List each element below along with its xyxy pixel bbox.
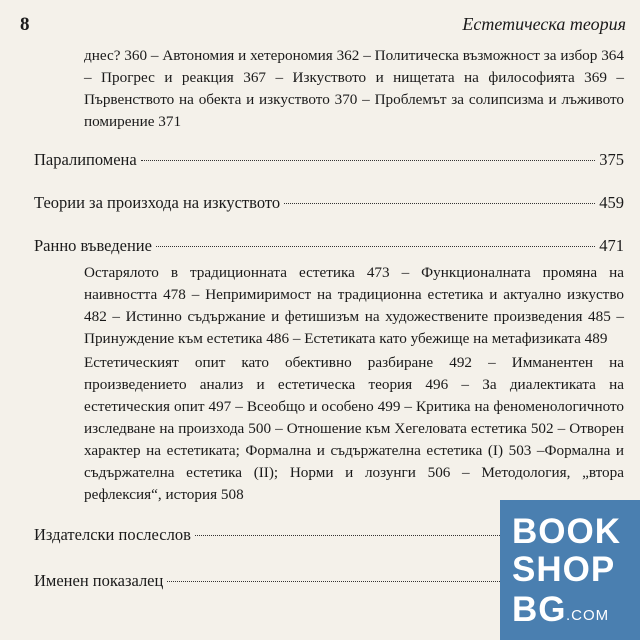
leader-dots xyxy=(156,246,595,247)
logo-text: .COM xyxy=(566,607,610,624)
toc-entry-title: Издателски послеслов xyxy=(34,525,191,544)
logo-text: SHOP xyxy=(512,550,616,589)
toc-entry-title: Именен показалец xyxy=(34,571,164,590)
early-intro-paragraph-2: Естетическият опит като обективно разбиране 492 – Имманентен на произведението анализ и естетическа теория 496 – За диалектиката на естетическия опит 497 – Всеобщо и особено 499 – Критика на феноменологичното изследване на произхода 500 – Отношение към Хегеловата естетика 502 – Отворен характер на естетиката; Формална и съдържателна естетика (I) 503 –Формална и съдържателна естетика (II); Норми и лозунги 506 – Методология, „втора рефлексия“, история 508 xyxy=(84,354,624,503)
toc-entry-title: Паралипомена xyxy=(34,150,137,169)
toc-entry-paralipomena xyxy=(34,150,624,174)
toc-entry-title: Теории за произхода на изкуството xyxy=(34,193,281,212)
page-number: 8 xyxy=(20,14,30,35)
bookshop-watermark-logo xyxy=(500,500,640,640)
toc-entry-page: 375 xyxy=(599,150,624,169)
logo-text: BG xyxy=(512,590,567,629)
running-title: Естетическа теория xyxy=(462,14,626,34)
leader-dots xyxy=(284,203,595,204)
toc-entry-title: Ранно въведение xyxy=(34,236,152,255)
toc-entry-page: 459 xyxy=(599,193,624,212)
early-intro-paragraph-1: Остарялото в традиционната естетика 473 – Функционалната промяна на наивността 478 – Непримиримост на традиционна естетика и актуално изкуство 482 – Истинно съдържание и фетишизъм на художествените произведения 485 – Принуждение към естетика 486 – Естетиката като убежище на метафизиката 489 xyxy=(84,264,624,347)
toc-entry-page: 471 xyxy=(599,236,624,255)
logo-text: BOOK xyxy=(512,512,621,551)
leader-dots xyxy=(141,160,596,161)
toc-entry-early-introduction xyxy=(34,236,624,260)
toc-entry-theories-origin xyxy=(34,193,624,217)
top-paragraph: днес? 360 – Автономия и хетерономия 362 – Политическа възможност за избор 364 – Прогрес и реакция 367 – Изкуството и нищетата на философията 369 – Първенството на обекта и изкуството 370 – Проблемът за солипсизма и лъживото помирение 371 xyxy=(84,47,624,130)
